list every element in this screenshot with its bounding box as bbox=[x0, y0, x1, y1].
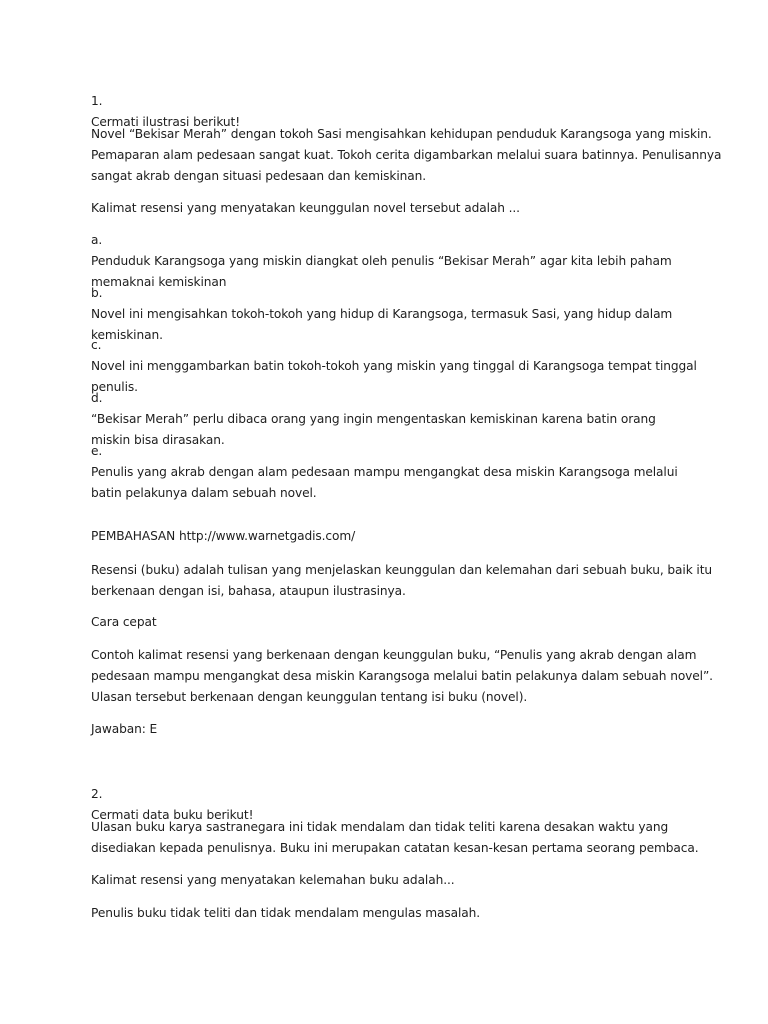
option-text: Penduduk Karangsoga yang miskin diangkat oleh penulis “Bekisar Merah” agar kita lebih paham bbox=[91, 254, 672, 268]
example-line: Ulasan tersebut berkenaan dengan keunggulan tentang isi buku (novel). bbox=[91, 690, 528, 704]
question-2-title: Cermati data buku berikut! bbox=[91, 808, 254, 822]
option-letter: c. bbox=[91, 338, 102, 352]
quick-method-label bbox=[91, 612, 691, 633]
option-letter: b. bbox=[91, 286, 103, 300]
question-1-prompt bbox=[91, 198, 691, 219]
option-letter: e. bbox=[91, 444, 103, 458]
discussion-example bbox=[91, 645, 713, 708]
prompt-text: Kalimat resensi yang menyatakan kelemahan buku adalah... bbox=[91, 873, 455, 887]
question-1-number: 1. bbox=[91, 94, 103, 108]
option-text: miskin bisa dirasakan. bbox=[91, 433, 225, 447]
example-line: pedesaan mampu mengangkat desa miskin Karangsoga melalui batin pelakunya dalam sebuah novel”. bbox=[91, 669, 713, 683]
passage-line: disediakan kepada penulisnya. Buku ini merupakan catatan kesan-kesan pertama seorang pembaca. bbox=[91, 841, 699, 855]
question-2-passage bbox=[91, 817, 699, 859]
option-letter: d. bbox=[91, 391, 103, 405]
option-text: Penulis yang akrab dengan alam pedesaan mampu mengangkat desa miskin Karangsoga melalui bbox=[91, 465, 678, 479]
discussion-heading bbox=[91, 526, 691, 547]
discussion-title: PEMBAHASAN http://www.warnetgadis.com/ bbox=[91, 529, 356, 543]
passage-line: Ulasan buku karya sastranegara ini tidak mendalam dan tidak teliti karena desakan waktu yang bbox=[91, 820, 669, 834]
option-e bbox=[91, 441, 691, 504]
option-text: Novel ini mengisahkan tokoh-tokoh yang hidup di Karangsoga, termasuk Sasi, yang hidup dalam bbox=[91, 307, 673, 321]
option-text: “Bekisar Merah” perlu dibaca orang yang ingin mengentaskan kemiskinan karena batin orang bbox=[91, 412, 656, 426]
option-letter: a. bbox=[91, 233, 103, 247]
option-text: kemiskinan. bbox=[91, 328, 163, 342]
question-2-number: 2. bbox=[91, 787, 103, 801]
answer-line bbox=[91, 719, 691, 740]
answer-text: Jawaban: E bbox=[91, 722, 158, 736]
passage-line: sangat akrab dengan situasi pedesaan dan kemiskinan. bbox=[91, 169, 427, 183]
answer-text: Penulis buku tidak teliti dan tidak mendalam mengulas masalah. bbox=[91, 906, 481, 920]
passage-line: Pemaparan alam pedesaan sangat kuat. Tokoh cerita digambarkan melalui suara batinnya. Penulisannya bbox=[91, 148, 722, 162]
question-1-passage bbox=[91, 124, 722, 187]
option-text: penulis. bbox=[91, 380, 138, 394]
discussion-definition bbox=[91, 560, 713, 602]
passage-line: Novel “Bekisar Merah” dengan tokoh Sasi mengisahkan kehidupan penduduk Karangsoga yang miskin. bbox=[91, 127, 712, 141]
question-2-prompt bbox=[91, 870, 691, 891]
option-text: memaknai kemiskinan bbox=[91, 275, 227, 289]
question-2-answer bbox=[91, 903, 691, 924]
question-1-title: Cermati ilustrasi berikut! bbox=[91, 115, 240, 129]
option-text: Novel ini menggambarkan batin tokoh-tokoh yang miskin yang tinggal di Karangsoga tempat tinggal bbox=[91, 359, 697, 373]
definition-line: Resensi (buku) adalah tulisan yang menjelaskan keunggulan dan kelemahan dari sebuah buku, baik itu bbox=[91, 563, 713, 577]
example-line: Contoh kalimat resensi yang berkenaan dengan keunggulan buku, “Penulis yang akrab dengan alam bbox=[91, 648, 697, 662]
definition-line: berkenaan dengan isi, bahasa, ataupun ilustrasinya. bbox=[91, 584, 406, 598]
prompt-text: Kalimat resensi yang menyatakan keunggulan novel tersebut adalah ... bbox=[91, 201, 520, 215]
option-text: batin pelakunya dalam sebuah novel. bbox=[91, 486, 317, 500]
quick-method-text: Cara cepat bbox=[91, 615, 157, 629]
